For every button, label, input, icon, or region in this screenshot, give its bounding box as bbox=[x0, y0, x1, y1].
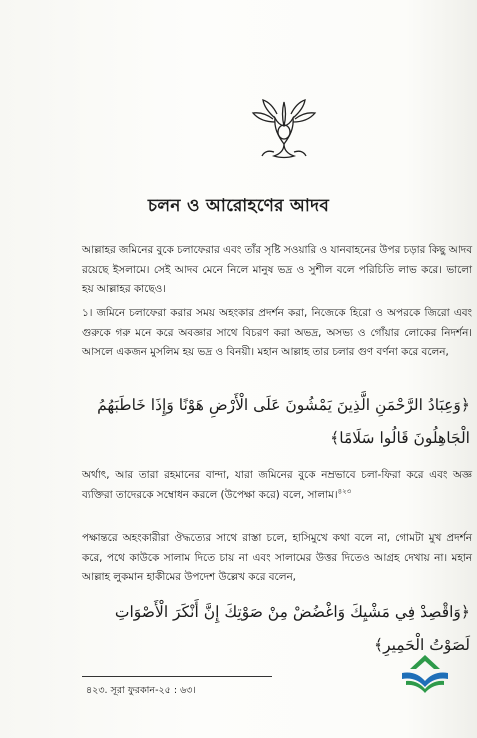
footnote-divider bbox=[82, 676, 272, 677]
translation-text: অর্থাৎ, আর তারা রহমানের বান্দা, যারা জমিনের বুকে নম্রভাবে চলা-ফিরা করে এবং অজ্ঞ ব্যক্তিরা তাদেরকে সম্বোধন করলে (উপেক্ষা করে) বলে, সালাম। bbox=[82, 469, 472, 501]
footnote-text: ৪২৩. সূরা ফুরকান-২৫ : ৬৩। bbox=[86, 685, 196, 696]
book-logo-icon bbox=[396, 651, 454, 697]
translation-paragraph bbox=[82, 466, 472, 505]
intro-paragraph: আল্লাহর জমিনের বুকে চলাফেরার এবং তাঁর সৃষ্টি সওয়ারি ও যানবাহনের উপর চড়ার কিছু আদব রয়েছে ইসলামে। সেই আদব মেনে নিলে মানুষ ভদ্র ও সুশীল বলে পরিচিতি লাভ করে। ভালো হয় আল্লাহর কাছেও। bbox=[82, 244, 472, 296]
point-two-paragraph: পক্ষান্তরে অহংকারীরা ঔদ্ধত্যের সাথে রাস্তা চলে, হাসিমুখে কথা বলে না, গোমটা মুখ প্রদর্শন করে, পথে কাউকে সালাম দিতে চায় না এবং সালামের উত্তর দিতেও আগ্রহ দেখায় না। মহান আল্লাহ লুকমান হাকীমের উপদেশ উল্লেখ করে বলেন, bbox=[82, 532, 472, 584]
floral-ornament-icon bbox=[244, 92, 324, 164]
quran-verse-furqan: ﴿وَعِبَادُ الرَّحْمَنِ الَّذِينَ يَمْشُونَ عَلَى الْأَرْضِ هَوْنًا وَإِذَا خَاطَبَهُمُ الْجَاهِلُونَ قَالُوا سَلَامًا﴾ bbox=[97, 396, 470, 447]
point-one-paragraph: ১। জমিনে চলাফেরা করার সময় অহংকার প্রদর্শন করা, নিজেকে হিরো ও অপরকে জিরো এবং গুরুকে গরু মনে করে অবজ্ঞার সাথে বিচরণ করা অভদ্র, অসভ্য ও গোঁয়ার লোকের নিদর্শন। আসলে একজন মুসলিম হয় ভদ্র ও বিনয়ী। মহান আল্লাহ তার চলার গুণ বর্ণনা করে বলেন, bbox=[82, 307, 472, 359]
quran-verse-luqman: ﴿وَاقْصِدْ فِي مَشْيِكَ وَاغْضُضْ مِنْ صَوْتِكَ إِنَّ أَنْكَرَ الْأَصْوَاتِ لَصَوْتُ الْحَمِيرِ﴾ bbox=[114, 603, 470, 654]
footnote-reference: ৪২৩ bbox=[337, 487, 352, 496]
section-heading: চলন ও আরোহণের আদব bbox=[147, 196, 330, 216]
